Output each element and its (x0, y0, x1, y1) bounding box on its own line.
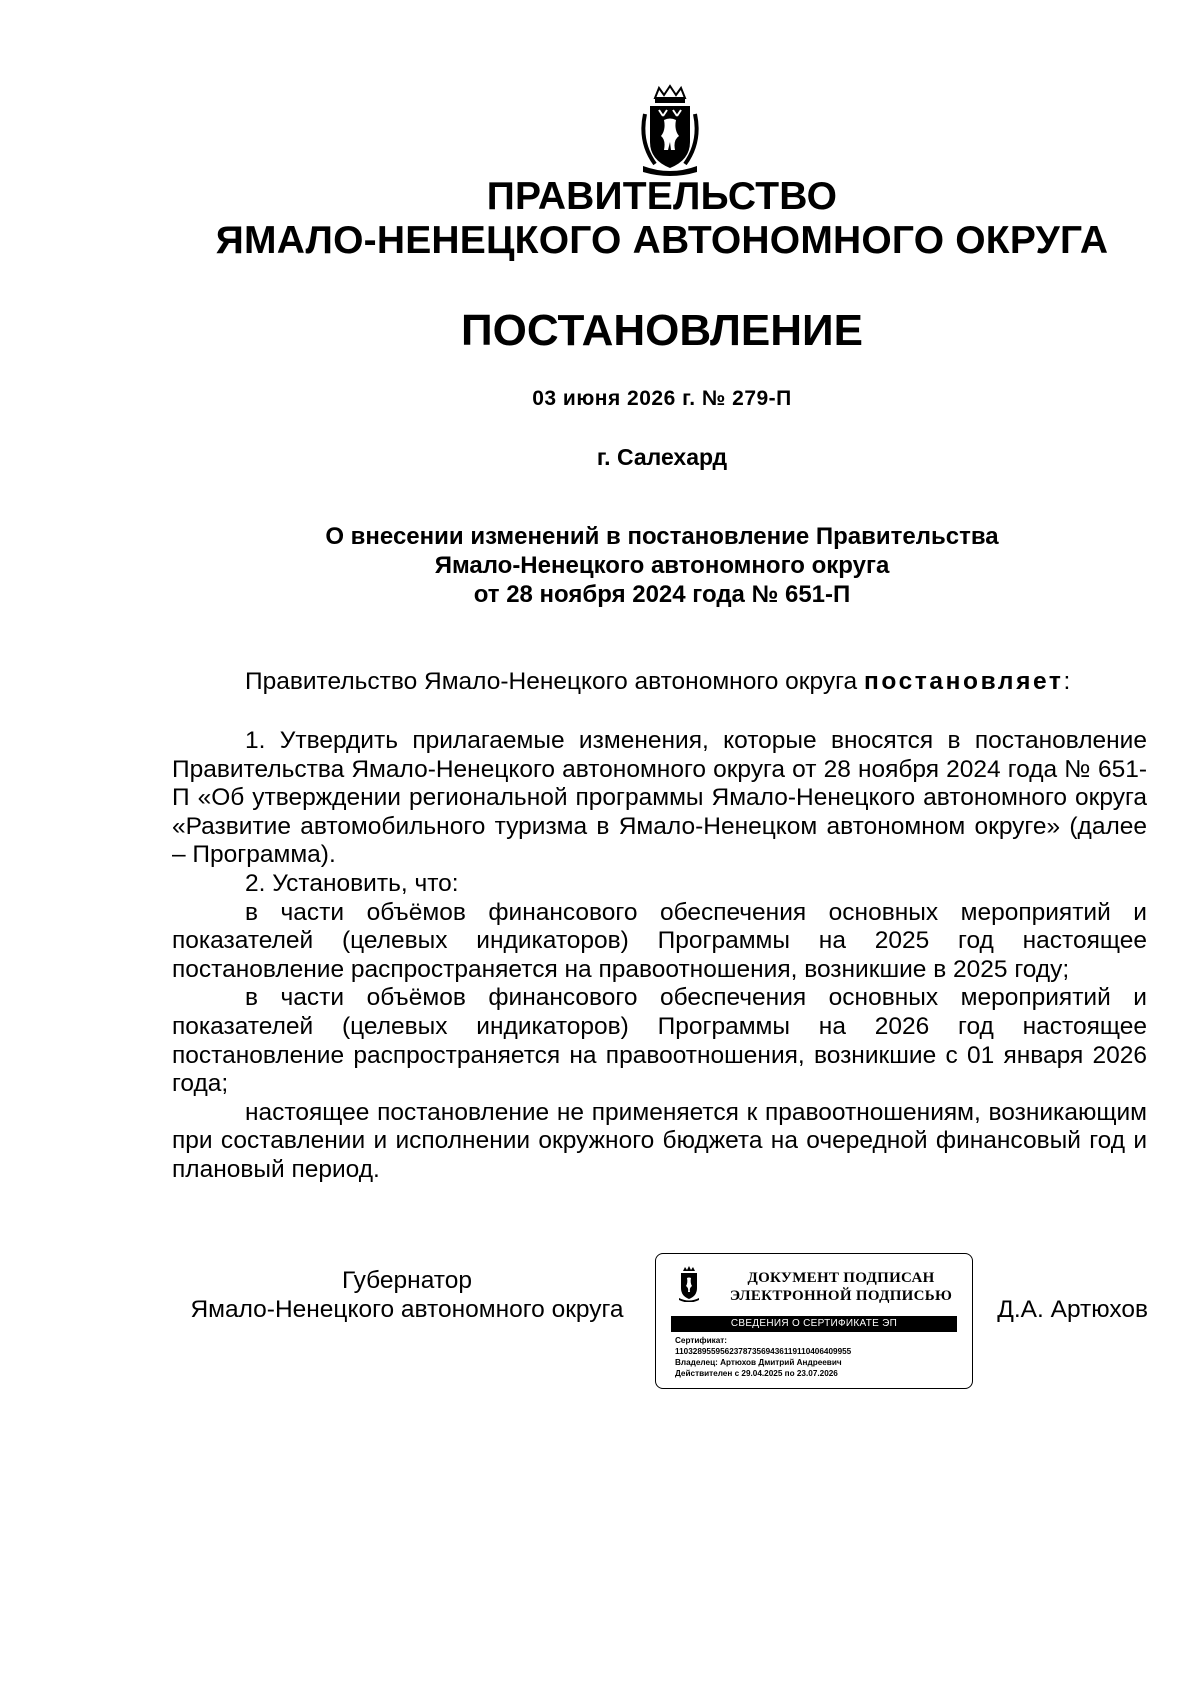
yamal-coat-of-arms-icon (637, 84, 703, 176)
resolution-item: настоящее постановление не применяется к правоотношениям, возникающим при составлении и исполнении окружного бюджета на очередной финансовый год и плановый период. (172, 1098, 1147, 1183)
signatory-position: Губернатор (342, 1267, 472, 1294)
stamp-certificate-bar: СВЕДЕНИЯ О СЕРТИФИКАТЕ ЭП (671, 1316, 957, 1332)
resolution-item: в части объёмов финансового обеспечения основных мероприятий и показателей (целевых индикаторов) Программы на 2026 год настоящее постановление распространяется на правоотношения, возникшие с 01 января 2026 года; (172, 984, 1147, 1098)
resolution-item: 1. Утвердить прилагаемые изменения, которые вносятся в постановление Правительства Ямало-Ненецкого автономного округа от 28 ноября 2024 года № 651-П «Об утверждении региональной программы Ямало-Ненецкого автономного округа «Развитие автомобильного туризма в Ямало-Ненецком автономном округе» (далее – Программа). (172, 727, 1147, 869)
resolution-items (172, 727, 1147, 1185)
subject-line: Ямало-Ненецкого автономного округа (434, 552, 890, 579)
subject-line: О внесении изменений в постановление Правительства (325, 523, 999, 550)
document-date-number: 03 июня 2026 г. № 279-П (532, 387, 792, 410)
subject-line: от 28 ноября 2024 года № 651-П (473, 581, 851, 608)
stamp-owner: Владелец: Артюхов Дмитрий Андреевич (675, 1358, 842, 1367)
preamble-text: Правительство Ямало-Ненецкого автономного округа (245, 668, 864, 695)
preamble (172, 668, 1147, 697)
preamble-emphasis: постановляет (863, 668, 1064, 695)
stamp-title-line: ЭЛЕКТРОННОЙ ПОДПИСЬЮ (729, 1288, 953, 1304)
resolution-item: 2. Установить, что: (245, 869, 459, 897)
yamal-coat-of-arms-icon (677, 1266, 701, 1302)
document-city: г. Салехард (596, 444, 728, 470)
electronic-signature-stamp (655, 1253, 973, 1389)
stamp-title-line: ДОКУМЕНТ ПОДПИСАН (747, 1270, 935, 1286)
organization-region: ЯМАЛО-НЕНЕЦКОГО АВТОНОМНОГО ОКРУГА (215, 219, 1109, 262)
document-type: ПОСТАНОВЛЕНИЕ (460, 306, 864, 355)
stamp-certificate-info (675, 1335, 965, 1379)
document-subject (62, 522, 1200, 609)
stamp-cert-label: Сертификат: (675, 1336, 727, 1345)
signatory-name: Д.А. Артюхов (997, 1296, 1148, 1323)
signatory-title (172, 1266, 642, 1324)
signatory-region: Ямало-Ненецкого автономного округа (190, 1296, 624, 1323)
resolution-item: в части объёмов финансового обеспечения основных мероприятий и показателей (целевых индикаторов) Программы на 2025 год настоящее постановление распространяется на правоотношения, возникшие в 2025 году; (172, 898, 1147, 983)
stamp-title (716, 1269, 966, 1305)
organization-title: ПРАВИТЕЛЬСТВО (486, 175, 838, 218)
stamp-cert-number: 11032895595623787356943611911040640995​5 (675, 1347, 852, 1356)
preamble-end: : (1063, 668, 1071, 695)
stamp-valid: Действителен с 29.04.2025 по 23.07.2026 (675, 1369, 838, 1378)
